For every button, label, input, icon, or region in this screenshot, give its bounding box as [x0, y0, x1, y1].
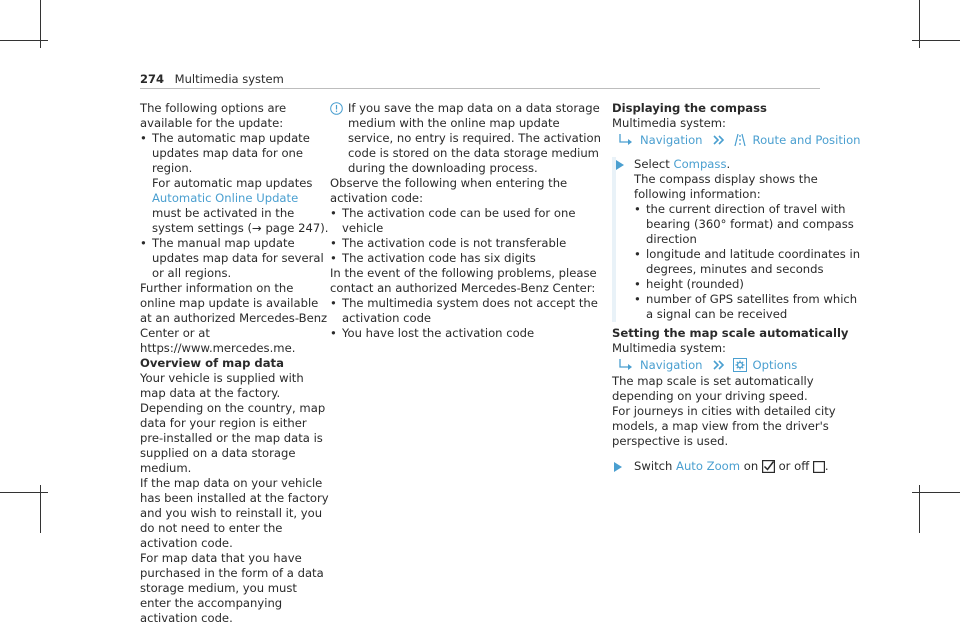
column-middle	[330, 101, 605, 341]
list-item: • number of GPS satellites from which a signal can be received	[612, 292, 862, 322]
problems-text: In the event of the following problems, please contact an authorized Mercedes-Benz Center:	[330, 266, 597, 295]
action-triangle-icon	[616, 160, 624, 170]
note-text: If you save the map data on a data storage medium with the online map update service, no entry is required. The activation code is stored on the data storage medium during the downloading process.	[348, 101, 601, 175]
checkbox-empty-icon	[813, 461, 825, 473]
intro-text: The following options are available for the update:	[140, 101, 287, 130]
list-item: • height (rounded)	[612, 277, 862, 292]
list-item: • The multimedia system does not accept the activation code	[330, 296, 605, 326]
double-chevron-icon	[713, 135, 725, 145]
overview-paragraph: If the map data on your vehicle has been installed at the factory and you wish to reinstall it, you do not need to enter the activation code.	[140, 476, 329, 550]
double-chevron-icon	[713, 360, 725, 370]
info-icon	[330, 102, 343, 115]
list-item-subtext: For automatic map updates Automatic Online Update must be activated in the system settings (→ page 247).	[152, 176, 329, 235]
overview-paragraph: Your vehicle is supplied with map data at the factory. Depending on the country, map data for your region is either pre-installed or the map data is supplied on a data storage medium.	[140, 371, 326, 475]
checkbox-checked-icon	[762, 460, 775, 473]
page-header	[140, 72, 284, 87]
scale-paragraph: For journeys in cities with detailed city models, a map view from the driver's perspective is used.	[612, 404, 836, 448]
multimedia-system-label: Multimedia system:	[612, 341, 726, 355]
route-and-position-link[interactable]: Route and Position	[752, 132, 861, 147]
section-title: Multimedia system	[174, 72, 284, 86]
navigation-link[interactable]: Navigation	[640, 357, 703, 372]
scale-heading: Setting the map scale automatically	[612, 326, 849, 340]
auto-zoom-link[interactable]: Auto Zoom	[676, 459, 741, 473]
step-switch-auto-zoom: Switch Auto Zoom on or off .	[612, 459, 862, 474]
options-link[interactable]: Options	[752, 357, 798, 372]
list-item: • the current direction of travel with bearing (360° format) and compass direction	[612, 202, 862, 247]
page-number: 274	[140, 72, 165, 86]
path-arrow-icon	[618, 134, 634, 146]
list-item: • longitude and latitude coordinates in degrees, minutes and seconds	[612, 247, 862, 277]
scale-paragraph: The map scale is set automatically depending on your driving speed.	[612, 374, 814, 403]
step-block	[612, 157, 862, 322]
step-select-compass: Select Compass.	[614, 157, 862, 172]
observe-text: Observe the following when entering the activation code:	[330, 176, 568, 205]
further-info-text: Further information on the online map update is available at an authorized Mercedes-Benz Center or at https://www.mercedes.me.	[140, 281, 328, 355]
menu-path	[612, 131, 862, 149]
header-divider	[140, 88, 820, 89]
overview-paragraph: For map data that you have purchased in the form of a data storage medium, you must enter the accompanying activation code.	[140, 551, 324, 625]
navigation-link[interactable]: Navigation	[640, 132, 703, 147]
list-item: • The activation code has six digits	[330, 251, 605, 266]
route-icon	[733, 133, 747, 147]
list-item: • The automatic map update updates map data for one region.	[140, 131, 330, 176]
action-triangle-icon	[614, 462, 622, 472]
gear-icon	[733, 358, 747, 372]
automatic-online-update-link[interactable]: Automatic Online Update	[152, 191, 299, 205]
overview-heading: Overview of map data	[140, 356, 284, 370]
list-item: • The manual map update updates map data for several or all regions.	[140, 236, 330, 281]
path-arrow-icon	[618, 359, 634, 371]
list-item: • The activation code can be used for one vehicle	[330, 206, 605, 236]
menu-path	[612, 356, 862, 374]
compass-description: The compass display shows the following information:	[634, 172, 818, 201]
compass-heading: Displaying the compass	[612, 101, 767, 115]
compass-link[interactable]: Compass	[673, 157, 727, 171]
list-item: • You have lost the activation code	[330, 326, 605, 341]
multimedia-system-label: Multimedia system:	[612, 116, 726, 130]
column-left	[140, 101, 330, 626]
column-right	[612, 101, 862, 474]
list-item: • The activation code is not transferable	[330, 236, 605, 251]
note-block	[330, 101, 605, 176]
